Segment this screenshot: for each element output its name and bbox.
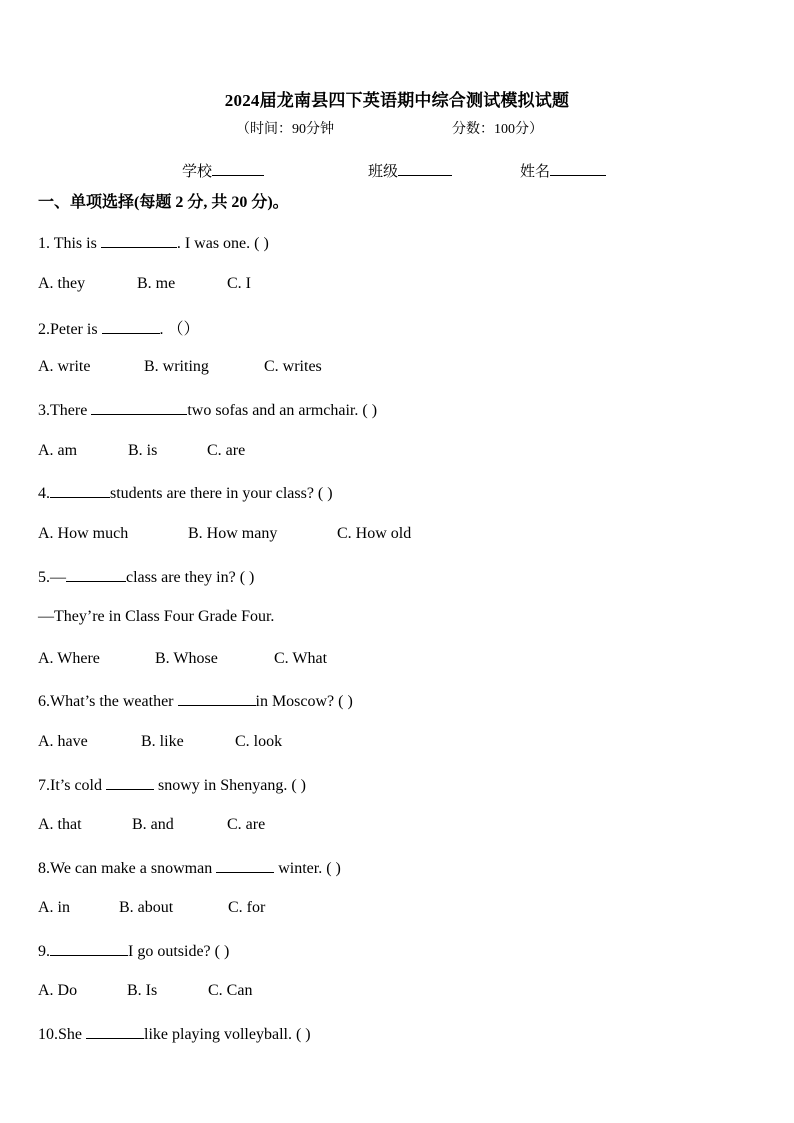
option-c[interactable]: C. are: [227, 816, 266, 833]
question-text: 4.: [38, 485, 50, 502]
option-c[interactable]: C. I: [227, 275, 251, 292]
option-c[interactable]: C. How old: [337, 525, 412, 542]
exam-score: 分数：100分）: [452, 122, 543, 137]
question-8: [38, 858, 341, 878]
name-label: 姓名: [520, 164, 551, 180]
option-a[interactable]: A. that: [38, 816, 82, 833]
option-c[interactable]: C. look: [235, 733, 283, 750]
page-title: 2024届龙南县四下英语期中综合测试模拟试题: [224, 91, 570, 110]
option-a[interactable]: A. am: [38, 442, 78, 459]
question-5: [38, 567, 254, 587]
option-a[interactable]: A. have: [38, 733, 88, 750]
class-label: 班级: [368, 164, 399, 180]
answer-blank[interactable]: [91, 400, 187, 415]
question-1: [38, 233, 269, 253]
question-text: . （）: [159, 321, 200, 338]
option-a[interactable]: A. write: [38, 358, 91, 375]
question-text: students are there in your class? ( ): [110, 485, 333, 502]
exam-time: （时间：90分钟: [236, 122, 334, 137]
option-b[interactable]: B. Whose: [155, 650, 218, 667]
question-7: [38, 775, 306, 795]
question-text: 7.It’s cold: [38, 777, 106, 794]
question-text: class are they in? ( ): [126, 569, 255, 586]
question-text: like playing volleyball. ( ): [144, 1026, 311, 1043]
option-c[interactable]: C. are: [207, 442, 246, 459]
name-field: [520, 160, 606, 181]
question-4: [38, 483, 333, 503]
option-c[interactable]: C. What: [274, 650, 328, 667]
option-c[interactable]: C. writes: [264, 358, 322, 375]
answer-blank[interactable]: [86, 1024, 144, 1039]
school-blank[interactable]: [212, 161, 264, 176]
school-field: [182, 160, 264, 181]
option-b[interactable]: B. me: [137, 275, 176, 292]
question-10: [38, 1024, 311, 1044]
question-text: winter. ( ): [274, 860, 341, 877]
question-text: 2.Peter is: [38, 321, 102, 338]
school-label: 学校: [182, 164, 213, 180]
question-text: 9.: [38, 943, 50, 960]
question-text: I go outside? ( ): [128, 943, 230, 960]
option-b[interactable]: B. Is: [127, 982, 158, 999]
question-2: [38, 316, 200, 339]
question-text: snowy in Shenyang. ( ): [154, 777, 306, 794]
option-a[interactable]: A. How much: [38, 525, 129, 542]
option-b[interactable]: B. and: [132, 816, 174, 833]
option-b[interactable]: B. like: [141, 733, 184, 750]
question-9: [38, 941, 229, 961]
option-a[interactable]: A. Where: [38, 650, 100, 667]
answer-blank[interactable]: [101, 233, 177, 248]
dialog-line: —They’re in Class Four Grade Four.: [38, 608, 275, 625]
question-text: . I was one. ( ): [176, 235, 269, 252]
option-a[interactable]: A. Do: [38, 982, 78, 999]
option-b[interactable]: B. writing: [144, 358, 209, 375]
answer-blank[interactable]: [102, 319, 160, 334]
option-c[interactable]: C. Can: [208, 982, 253, 999]
answer-blank[interactable]: [178, 691, 256, 706]
option-b[interactable]: B. about: [119, 899, 174, 916]
answer-blank[interactable]: [50, 941, 128, 956]
option-b[interactable]: B. is: [128, 442, 158, 459]
option-a[interactable]: A. in: [38, 899, 70, 916]
answer-blank[interactable]: [66, 567, 126, 582]
option-b[interactable]: B. How many: [188, 525, 278, 542]
question-text: 8.We can make a snowman: [38, 860, 217, 877]
question-text: 10.She: [38, 1026, 86, 1043]
option-a[interactable]: A. they: [38, 275, 86, 292]
option-c[interactable]: C. for: [228, 899, 266, 916]
question-6: [38, 691, 353, 711]
section-heading: 一、单项选择(每题 2 分, 共 20 分)。: [38, 194, 289, 211]
answer-blank[interactable]: [106, 775, 154, 790]
answer-blank[interactable]: [216, 858, 274, 873]
question-3: [38, 400, 377, 420]
question-text: 5.—: [38, 569, 66, 586]
answer-blank[interactable]: [50, 483, 110, 498]
question-text: 3.There: [38, 402, 92, 419]
name-blank[interactable]: [550, 161, 606, 176]
question-text: two sofas and an armchair. ( ): [187, 402, 378, 419]
question-text: 6.What’s the weather: [38, 693, 178, 710]
question-text: 1. This is: [38, 235, 101, 252]
class-field: [368, 160, 452, 181]
class-blank[interactable]: [398, 161, 452, 176]
question-text: in Moscow? ( ): [255, 693, 353, 710]
